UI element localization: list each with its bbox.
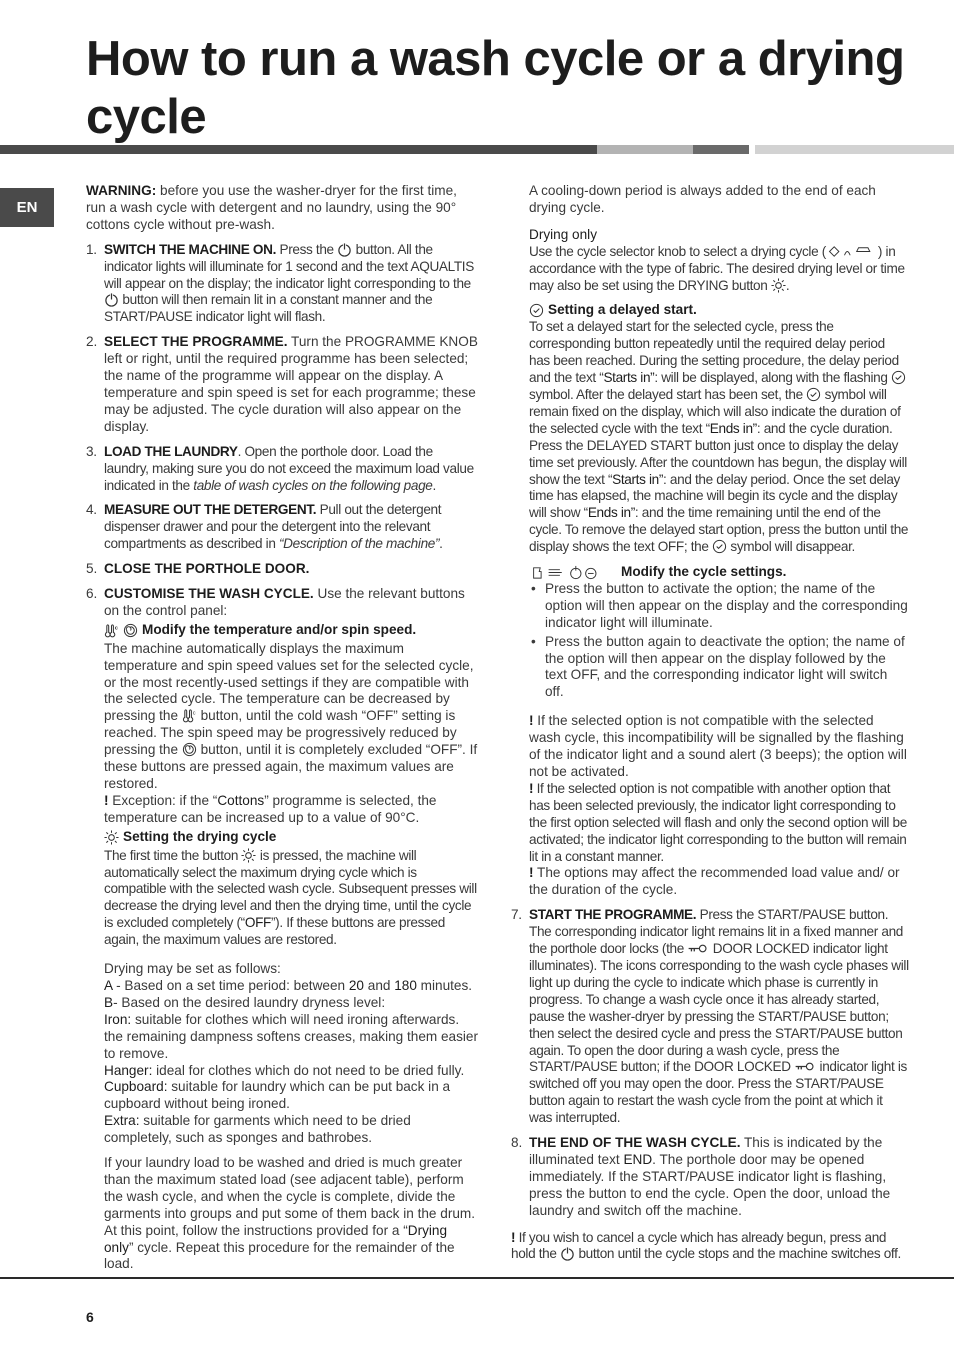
drying-heading [104,829,478,846]
display-text: Ends in” [587,505,635,521]
exclamation-mark: ! [529,865,534,881]
bullet-activate: • Press the button to activate the option; the name of the option will then appear on the display and the corresponding indicator light will illuminate. [529,581,909,632]
step-number: 3. [86,443,97,459]
step-7 [511,907,909,1127]
large-load-paragraph [104,1155,478,1273]
drying-only-heading: Drying only [529,226,597,242]
cooling-paragraph: A cooling-down period is always added to the end of each drying cycle. [529,183,876,215]
step-text: . [439,536,443,552]
step-number: 1. [86,241,97,257]
text: - Based on the desired laundry dryness level: [113,994,386,1010]
drying-sun-icon [104,830,119,845]
text: symbol will disappear. [726,539,855,555]
display-text: Starts in” [603,370,655,386]
off-text: OFF [244,915,271,931]
text: button, until the cold wash “OFF” setting is reached. The spin speed may be progressively reduced by pressing the [104,708,457,758]
display-text: Ends in” [709,420,757,436]
text: : and the delay period. Once the set delay time has elapsed, the machine will begin its cycle and the display will show “ [529,471,900,521]
step-heading: START THE PROGRAMME. [529,907,697,923]
delay-heading [529,302,909,319]
page-title: How to run a wash cycle or a drying cycle [86,32,905,144]
text: suitable for garments which need to be dried completely, such as sponges and bathrobes. [104,1113,411,1146]
text: is pressed, the machine will automatically select the maximum drying cycle which is compatible with the selected wash cycle. Subsequent presses will decrease the drying level and then the drying time, until the cycle is excluded completely (“ [104,847,477,931]
right-column [511,183,909,1271]
note-cancel-cycle [511,1230,909,1264]
note-load-duration [529,865,909,899]
step-heading: SELECT THE PROGRAMME. [104,334,288,350]
spin-icon [123,623,138,638]
drying-paragraph [104,848,478,949]
step-text: DOOR LOCKED indicator light illuminates). The icons corresponding to the wash cycle phases will light up during the cycle to indicate which phase is currently in progress. To change a wash cycle once it has already started, pause the washer-dryer by pressing the START/PAUSE button; then select the desired cycle and press the START/PAUSE button again. To open the door during a wash cycle, press the START/PAUSE button; if the DOOR LOCKED [529,941,909,1075]
step-2 [86,334,478,435]
step-number: 5. [86,561,98,577]
text: The options may affect the recommended load value and/ or the duration of the cycle. [529,865,900,898]
display-text: Starts in” [612,471,664,487]
modify-settings-title: Modify the cycle settings. [621,564,787,580]
step-text: Turn the PROGRAMME KNOB left or right, until the required programme has been selected; the name of the programme will appear on the display. A temperature and spin speed is set for each programme; these may be adjusted. The cycle duration will also appear on the display. [104,334,478,434]
options-icons [529,565,617,580]
step-heading: MEASURE OUT THE DETERGENT. [104,502,317,518]
note-incompatible-option [529,781,909,866]
drying-only-paragraph [529,244,909,295]
note-incompatible-cycle [529,713,909,781]
text: If your laundry load to be washed and dried is much greater than the maximum stated load (see adjacent table), perform the wash cycle, and when the cycle is complete, divide the garments into groups and put some of them back in the drum. At this point, follow the instructions provided for a “ [104,1155,476,1238]
delay-paragraph [529,319,909,556]
step-text: Press the [276,241,338,257]
step-heading: LOAD THE LAUNDRY [104,443,238,459]
door-lock-icon [794,1059,816,1074]
temp-spin-heading [104,622,478,639]
delay-clock-icon [891,370,906,385]
step-heading: CLOSE THE PORTHOLE DOOR. [104,561,310,577]
temp-spin-title: Modify the temperature and/or spin speed. [142,621,417,637]
exclamation-mark: ! [104,792,109,808]
step-text: . Open the porthole door. Load the laundry, making sure you do not exceed the maximum load value indicated in the [104,443,474,493]
text: Exception: if the “ [108,792,218,808]
exclamation-mark: ! [529,713,534,729]
drying-programme-icon [826,244,878,259]
text: button until the cycle stops and the machine switches off. [575,1246,901,1262]
svg-text:c: c [192,710,196,717]
text: and [363,977,395,993]
step-heading: CUSTOMISE THE WASH CYCLE. [104,586,314,602]
spin-icon [182,742,197,757]
dryness-label: Hanger: [104,1062,153,1078]
text: - Based on a set time period: between [112,977,349,993]
header-rule-end [755,145,954,154]
step-number: 8. [511,1135,523,1151]
power-icon [104,292,119,307]
bullet-deactivate: • Press the button again to deactivate the option; the name of the option will then appear on the display followed by the text OFF, and the corresponding indicator light will switch off. [529,634,909,702]
step-text: . The porthole door may be opened immediately. If the START/PAUSE indicator light is flashing, press the button to end the cycle. Open the door, unload the laundry and switch off the machine. [529,1151,891,1218]
svg-text:c: c [114,625,118,632]
text: ” cycle. Repeat this procedure for the remainder of the load. [104,1239,455,1272]
text: symbol will remain fixed on the display, which will also indicate the duration of the selected cycle with the text “ [529,386,901,436]
text: The first time the button [104,847,242,863]
steps-list-continued [511,907,909,1219]
exclamation-mark: ! [511,1229,516,1245]
header-rule-light [597,145,693,154]
step-reference: “Description of the machine” [278,536,440,552]
text: ideal for clothes which do not need to be dried fully. [152,1062,465,1078]
step-6 [86,586,478,1273]
step-text: indicator light is switched off you may open the door. Press the START/PAUSE button again to restart the wash cycle from the point at which it was interrupted. [529,1059,907,1126]
step-text: . [432,477,436,493]
temperature-icon [182,708,197,723]
language-tab: EN [0,188,54,227]
header-rule-dark [0,145,597,154]
step-5 [86,561,478,578]
text: ” programme is selected, the temperature can be increased up to a value of 90°C. [104,792,437,825]
modify-settings-heading [529,564,909,581]
text: If you wish to cancel a cycle which has already begun, press and hold the [511,1229,887,1262]
step-text: Press the START/PAUSE button. The corresponding indicator light remains lit in a fixed manner and the porthole door locks (the [529,907,904,957]
text: : and the time remaining until the end of the cycle. To remove the delayed start option, press the button until the display shows the text OFF; the [529,505,909,555]
display-text: END [623,1151,653,1167]
exclamation-mark: ! [529,780,534,796]
delay-clock-icon [806,387,821,402]
text: suitable for clothes which will need ironing afterwards. the remaining dampness softens creases, making them easier to remove. [104,1011,479,1061]
text: Drying may be set as follows: [104,961,281,977]
text: To set a delayed start for the selected cycle, press the corresponding button repeatedly until the required delay period has been reached. During the setting procedure, the delay period and the text “ [529,319,899,386]
drying-title: Setting the drying cycle [123,828,277,844]
programme-name: Cottons [217,792,265,808]
step-heading: THE END OF THE WASH CYCLE. [529,1135,741,1151]
step-3 [86,444,478,495]
value: 20 [348,977,364,993]
header-rule-mid [693,145,749,154]
text: symbol. After the delayed start has been set, the [529,386,807,402]
step-text: This is indicated by the illuminated text [529,1135,883,1167]
step-number: 7. [511,907,522,923]
step-text: Pull out the detergent dispenser drawer and pour the detergent into the relevant compartments as described in [104,502,442,552]
step-reference: table of wash cycles on the following page [193,477,433,493]
options-bullets [529,581,909,701]
text: If the selected option is not compatible with the selected wash cycle, this incompatibility will be signalled by the flashing of the indicator light and a sound alert (3 beeps); the option will not be activated. [529,713,907,779]
drying-settings [104,961,478,1147]
text: suitable for laundry which can be put back in a cupboard without being ironed. [104,1079,451,1112]
value: 180 [394,977,417,993]
footer-rule [0,1277,954,1279]
text: button, until it is completely excluded “OFF”. If these buttons are pressed again, the maximum values are restored. [104,742,478,791]
text: Use the cycle selector knob to select a drying cycle ( [529,243,826,259]
delay-clock-icon [712,539,727,554]
text: ”). If these buttons are pressed again, the maximum values are restored. [104,915,445,948]
programme-name: Drying only [104,1222,448,1255]
text: ) in accordance with the type of fabric. The desired drying level or time may also be set using the DRYING button [529,243,905,293]
steps-list [86,242,478,1274]
step-text: button. All the indicator lights will illuminate for 1 second and the text AQUALTIS will appear on the display; the indicator light corresponding to the [104,241,474,291]
dryness-label: Cupboard: [104,1079,168,1095]
drying-sun-icon [241,848,256,863]
dryness-label: Iron: [104,1011,132,1027]
text: minutes. [416,977,473,993]
text: : will be displayed, along with the flashing [654,370,891,386]
delay-clock-icon [529,303,544,318]
delay-title: Setting a delayed start. [548,302,697,318]
dryness-label: Extra: [104,1113,140,1129]
temp-spin-paragraph [104,641,478,827]
step-1 [86,242,478,327]
drying-sun-icon [771,278,786,293]
power-icon [337,242,352,257]
warning-text: before you use the washer-dryer for the first time, run a wash cycle with detergent and no laundry, using the 90° cottons cycle without pre-wash. [86,183,457,232]
step-number: 6. [86,586,98,602]
page-number: 6 [86,1309,94,1325]
step-8 [511,1135,909,1220]
warning-label: WARNING: [86,183,157,198]
text: : and the cycle duration. Press the DELAYED START button just once to display the delay time set previously. After the countdown has begun, the display will show the text “ [529,420,907,487]
power-icon [560,1246,575,1261]
step-heading: SWITCH THE MACHINE ON. [104,241,277,257]
step-text: button will then remain lit in a constant manner and the START/PAUSE indicator light will flash. [104,292,433,325]
step-4 [86,502,478,553]
warning-paragraph [86,183,478,234]
temperature-icon [104,623,119,638]
option-letter: A [104,977,113,993]
text: The machine automatically displays the maximum temperature and spin speed values set for the selected cycle, or the most recently-used settings if they are compatible with the selected cycle. The temperature can be decreased by pressing the [104,640,474,724]
door-lock-icon [687,941,709,956]
step-text: Use the relevant buttons on the control panel: [104,586,465,618]
step-number: 2. [86,334,98,350]
step-number: 4. [86,502,97,518]
left-column [86,183,478,1281]
option-letter: B [104,994,114,1010]
text: . [785,277,790,293]
text: If the selected option is not compatible with another option that has been selected previously, the indicator light corresponding to the first option selected will flash and only the second option will be activated; the indicator light corresponding to the button will remain lit in a constant manner. [529,780,907,864]
